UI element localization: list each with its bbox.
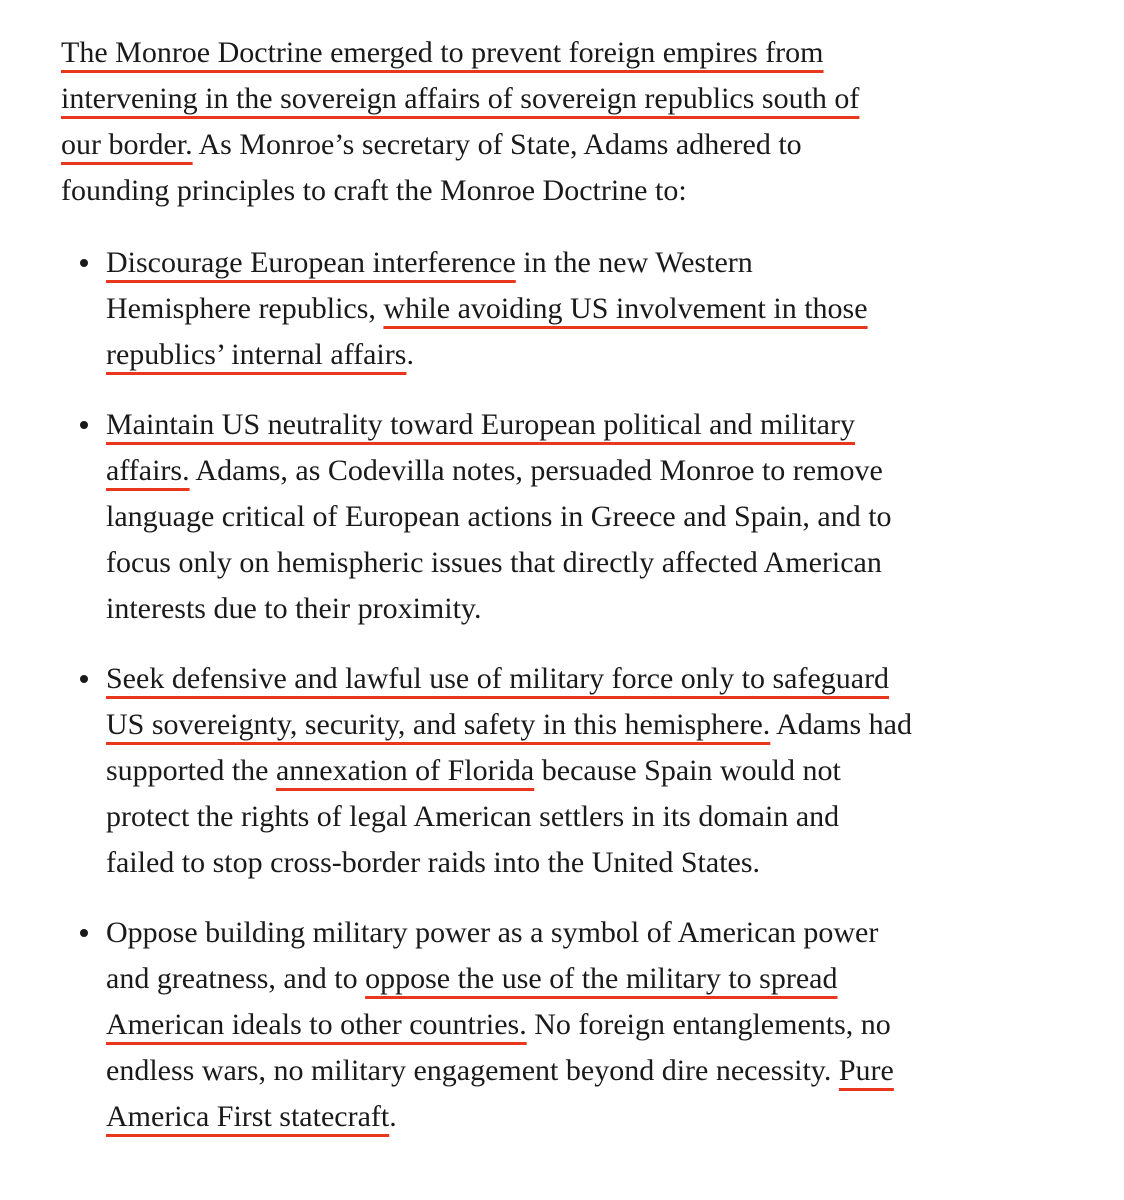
bullet-icon: [80, 259, 88, 267]
body-text: Hemisphere republics,: [106, 292, 384, 325]
highlighted-text: Pure: [838, 1054, 894, 1087]
highlighted-text: affairs.: [106, 454, 190, 487]
text-line: [106, 794, 1061, 840]
body-text: .: [389, 1100, 397, 1133]
body-text: and greatness, and to: [106, 962, 366, 995]
highlighted-text: Seek defensive and lawful use of military force only to safeguard: [106, 662, 890, 695]
text-line: [106, 702, 1061, 748]
text-line: [106, 910, 1061, 956]
text-line: [106, 332, 1061, 378]
highlighted-text: Discourage European interference: [106, 246, 516, 279]
text-line: [106, 840, 1061, 886]
body-text: founding principles to craft the Monroe Doctrine to:: [61, 174, 687, 207]
highlighted-text: The Monroe Doctrine emerged to prevent foreign empires from: [61, 36, 824, 69]
text-line: [106, 1048, 1061, 1094]
text-line: [106, 748, 1061, 794]
body-text: because Spain would not: [534, 754, 841, 787]
list-item-discourage: [61, 240, 1061, 378]
body-text: failed to stop cross-border raids into the United States.: [106, 846, 761, 879]
body-text: As Monroe’s secretary of State, Adams adhered to: [192, 128, 802, 161]
highlighted-text: while avoiding US involvement in those: [383, 292, 868, 325]
intro-line-1: [61, 30, 1061, 76]
bullet-icon: [80, 929, 88, 937]
text-line: [106, 240, 1061, 286]
body-text: endless wars, no military engagement beyond dire necessity.: [106, 1054, 839, 1087]
highlighted-text: our border.: [61, 128, 193, 161]
highlighted-text: oppose the use of the military to spread: [365, 962, 838, 995]
text-line: [106, 540, 1061, 586]
text-line: [106, 586, 1061, 632]
highlighted-text: America First statecraft: [106, 1100, 390, 1133]
list-item-seek: [61, 656, 1061, 886]
body-text: protect the rights of legal American settlers in its domain and: [106, 800, 840, 833]
body-text: in the new Western: [515, 246, 753, 279]
text-line: [106, 956, 1061, 1002]
text-line: [106, 1094, 1061, 1140]
text-line: [106, 494, 1061, 540]
text-line: [106, 1002, 1061, 1048]
body-text: Adams, as Codevilla notes, persuaded Monroe to remove: [189, 454, 883, 487]
body-text: language critical of European actions in Greece and Spain, and to: [106, 500, 892, 533]
highlighted-text: intervening in the sovereign affairs of sovereign republics south of: [61, 82, 860, 115]
body-text: supported the: [106, 754, 276, 787]
article-body: [61, 30, 1061, 1164]
body-text: .: [406, 338, 414, 371]
intro-line-3: [61, 122, 1061, 168]
highlighted-text: Maintain US neutrality toward European political and military: [106, 408, 855, 441]
list-item-maintain: [61, 402, 1061, 632]
body-text: Oppose building military power as a symbol of American power: [106, 916, 879, 949]
bullet-list: [61, 240, 1061, 1140]
body-text: Adams had: [770, 708, 912, 741]
intro-line-2: [61, 76, 1061, 122]
body-text: No foreign entanglements, no: [526, 1008, 891, 1041]
intro-paragraph: [61, 30, 1061, 214]
body-text: interests due to their proximity.: [106, 592, 482, 625]
text-line: [106, 286, 1061, 332]
text-line: [106, 656, 1061, 702]
bullet-icon: [80, 421, 88, 429]
highlighted-text: US sovereignty, security, and safety in this hemisphere.: [106, 708, 771, 741]
list-item-oppose: [61, 910, 1061, 1140]
highlighted-text: annexation of Florida: [275, 754, 535, 787]
body-text: focus only on hemispheric issues that directly affected American: [106, 546, 882, 579]
highlighted-text: American ideals to other countries.: [106, 1008, 527, 1041]
bullet-icon: [80, 675, 88, 683]
intro-line-4: [61, 168, 1061, 214]
text-line: [106, 402, 1061, 448]
text-line: [106, 448, 1061, 494]
highlighted-text: republics’ internal affairs: [106, 338, 407, 371]
